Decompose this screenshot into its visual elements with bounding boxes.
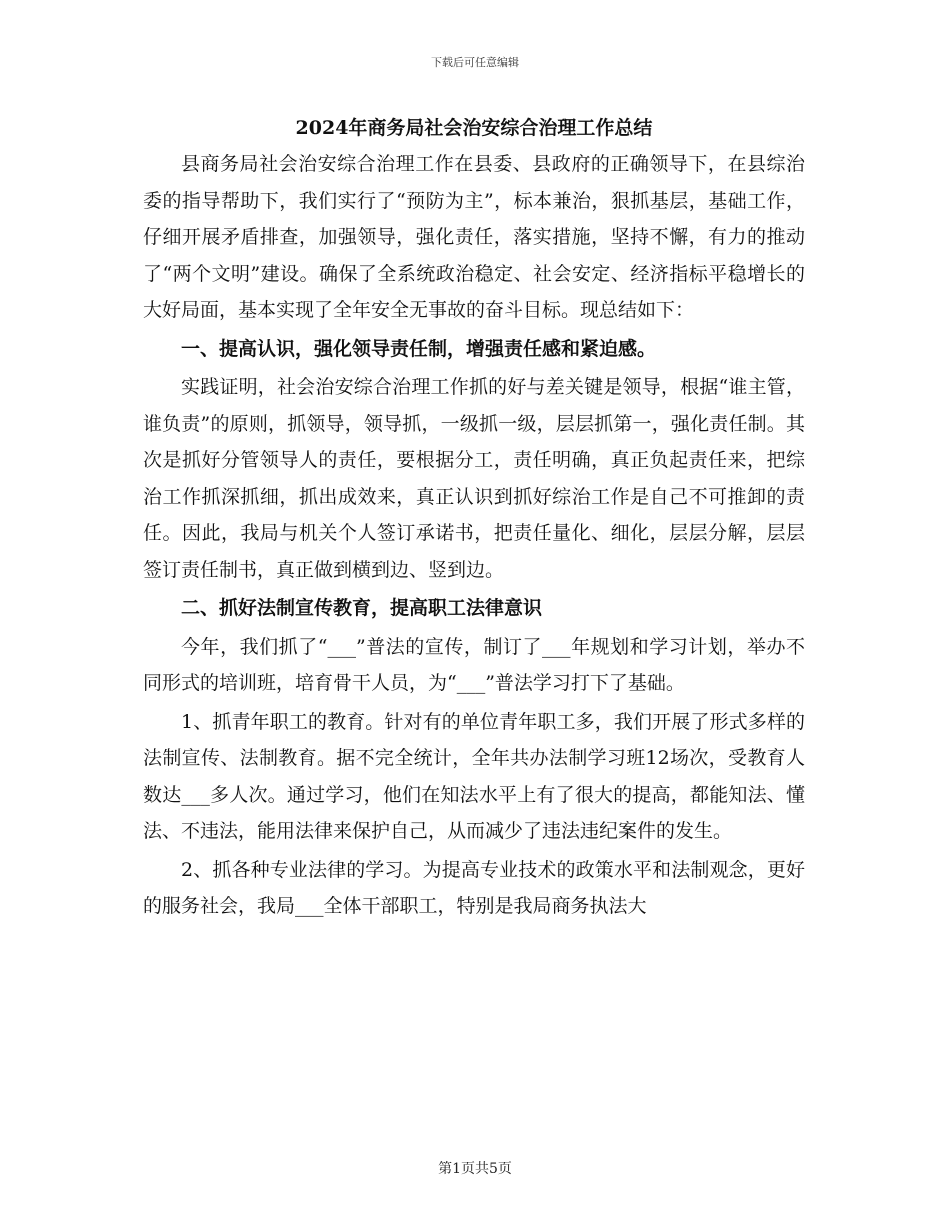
paragraph-section-2: 今年，我们抓了“___”普法的宣传，制订了___年规划和学习计划，举办不同形式的培训班，培育骨干人员，为“___”普法学习打下了基础。	[143, 635, 805, 694]
paragraph-intro: 县商务局社会治安综合治理工作在县委、县政府的正确领导下，在县综治委的指导帮助下，我们实行了“预防为主”，标本兼治，狠抓基层，基础工作，仔细开展矛盾排查，加强领导，强化责任，落实措施，坚持不懈，有力的推动了“两个文明”建设。确保了全系统政治稳定、社会安定、经济指标平稳增长的大好局面，基本实现了全年安全无事故的奋斗目标。现总结如下：	[143, 153, 805, 321]
document-title: 2024年商务局社会治安综合治理工作总结	[295, 117, 653, 139]
section-heading-1: 一、提高认识，强化领导责任制，增强责任感和紧迫感。	[181, 337, 657, 360]
paragraph-section-1: 实践证明，社会治安综合治理工作抓的好与差关键是领导，根据“谁主管，谁负责”的原则，抓领导，领导抓，一级抓一级，层层抓第一，强化责任制。其次是抓好分管领导人的责任，要根据分工，责任明确，真正负起责任来，把综治工作抓深抓细，抓出成效来，真正认识到抓好综治工作是自己不可推卸的责任。因此，我局与机关个人签订承诺书，把责任量化、细化，层层分解，层层签订责任制书，真正做到横到边、竖到边。	[143, 376, 805, 581]
page-header: 下载后可任意编辑	[431, 56, 519, 69]
page-footer: 第1页共5页	[438, 1161, 512, 1177]
document-body	[143, 112, 805, 927]
paragraph-item-2: 2、抓各种专业法律的学习。为提高专业技术的政策水平和法制观念，更好的服务社会，我局___全体干部职工，特别是我局商务执法大	[143, 858, 805, 917]
paragraph-item-1: 1、抓青年职工的教育。针对有的单位青年职工多，我们开展了形式多样的法制宣传、法制教育。据不完全统计，全年共办法制学习班12场次，受教育人数达___多人次。通过学习，他们在知法水平上有了很大的提高，都能知法、懂法、不违法，能用法律来保护自己，从而减少了违法违纪案件的发生。	[143, 710, 805, 842]
section-heading-2: 二、抓好法制宣传教育，提高职工法律意识	[181, 597, 543, 619]
